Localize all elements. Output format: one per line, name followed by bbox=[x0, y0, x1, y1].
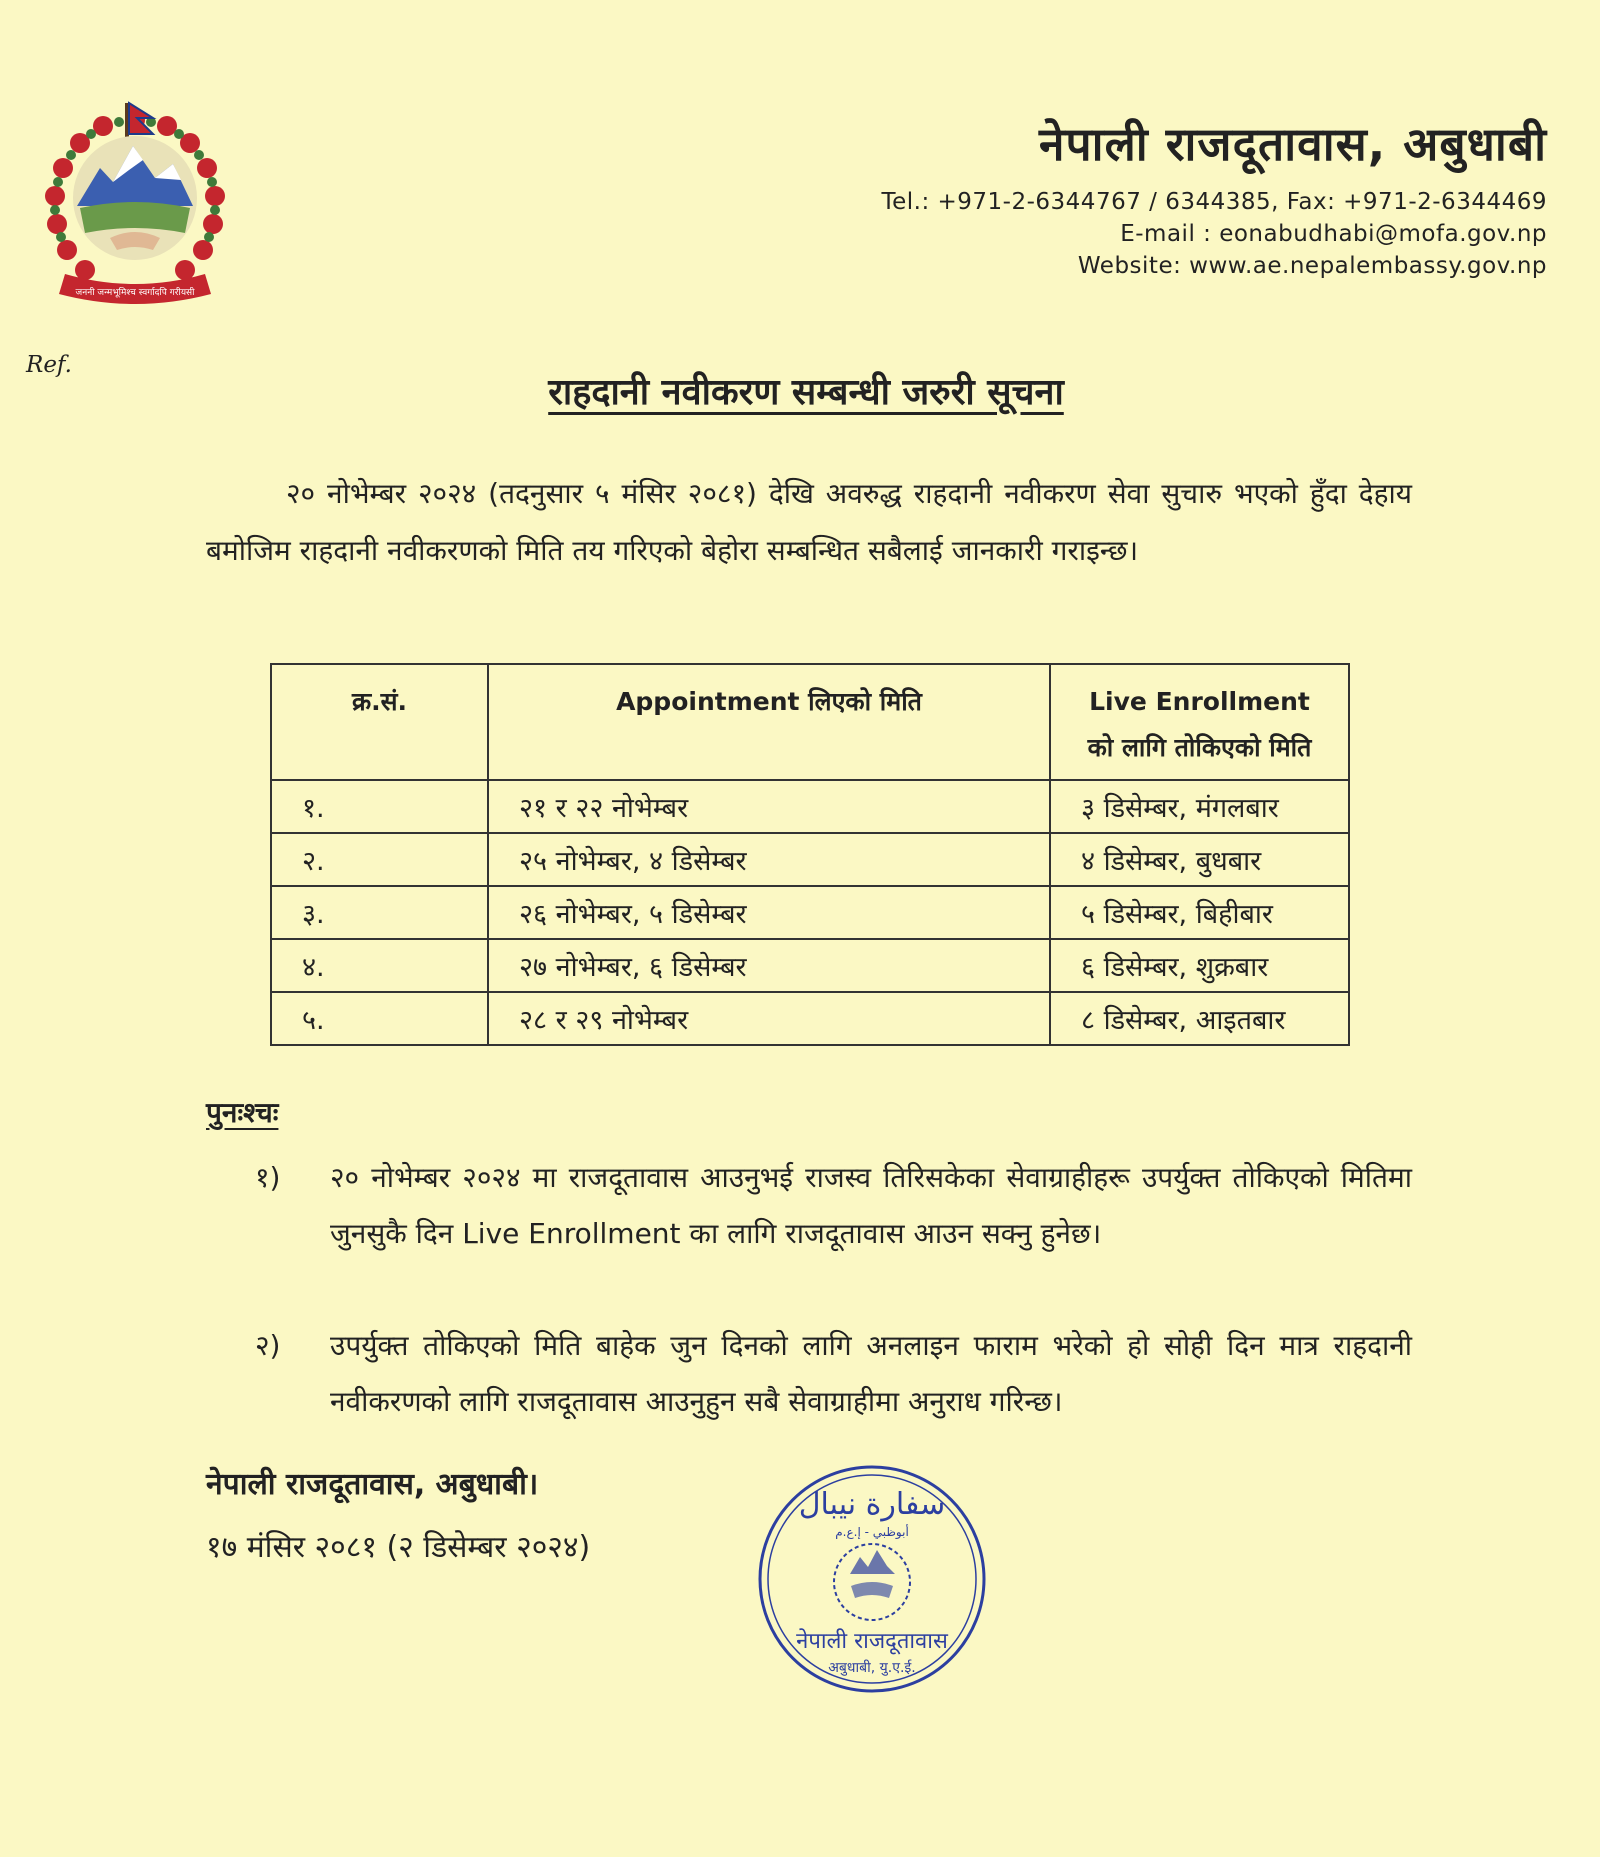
note-number: २) bbox=[255, 1329, 281, 1362]
issue-date: १७ मंसिर २०८१ (२ डिसेम्बर २०२४) bbox=[206, 1530, 591, 1565]
postscript-label: पुनःश्चः bbox=[206, 1096, 279, 1129]
table-cell-appointment-date: २६ नोभेम्बर, ५ डिसेम्बर bbox=[488, 886, 1050, 939]
table-cell-appointment-date: २७ नोभेम्बर, ६ डिसेम्बर bbox=[488, 939, 1050, 992]
schedule-table bbox=[270, 663, 1350, 1046]
stamp-nepali-text: नेपाली राजदूतावास bbox=[796, 1629, 948, 1654]
table-row bbox=[271, 833, 1349, 886]
table-cell-serial: १. bbox=[271, 780, 488, 833]
table-cell-enrollment-date: ५ डिसेम्बर, बिहीबार bbox=[1050, 886, 1349, 939]
table-cell-enrollment-date: ३ डिसेम्बर, मंगलबार bbox=[1050, 780, 1349, 833]
table-row bbox=[271, 886, 1349, 939]
notice-title-text: राहदानी नवीकरण सम्बन्धी जरुरी सूचना bbox=[548, 372, 1064, 413]
contact-phone-fax: Tel.: +971-2-6344767 / 6344385, Fax: +971-2-6344469 bbox=[881, 189, 1547, 215]
letterhead bbox=[881, 112, 1547, 282]
table-header-serial: क्र.सं. bbox=[271, 664, 488, 780]
table-header-row bbox=[271, 664, 1349, 780]
nepal-emblem-icon bbox=[25, 98, 245, 318]
table-cell-serial: ५. bbox=[271, 992, 488, 1045]
signatory-name: नेपाली राजदूतावास, अबुधाबी। bbox=[206, 1467, 539, 1502]
svg-text:जननी जन्मभूमिश्च स्वर्गादपि गर: जननी जन्मभूमिश्च स्वर्गादपि गरीयसी bbox=[75, 288, 195, 298]
table-cell-serial: ३. bbox=[271, 886, 488, 939]
table-header-enrollment-date: Live Enrollment को लागि तोकिएको मिति bbox=[1050, 664, 1349, 780]
table-cell-serial: ४. bbox=[271, 939, 488, 992]
notice-title bbox=[0, 366, 1600, 415]
contact-email: E-mail : eonabudhabi@mofa.gov.np bbox=[1120, 221, 1547, 247]
table-cell-serial: २. bbox=[271, 833, 488, 886]
table-row bbox=[271, 939, 1349, 992]
table-cell-appointment-date: २१ र २२ नोभेम्बर bbox=[488, 780, 1050, 833]
note-text: उपर्युक्त तोकिएको मिति बाहेक जुन दिनको लागि अनलाइन फाराम भरेको हो सोही दिन मात्र राहदानी नवीकरणको लागि राजदूतावास आउनुहुन सबै सेवाग्राहीमा अनुराध गरिन्छ। bbox=[330, 1329, 1412, 1418]
table-row bbox=[271, 992, 1349, 1045]
table-cell-appointment-date: २५ नोभेम्बर, ४ डिसेम्बर bbox=[488, 833, 1050, 886]
intro-paragraph: २० नोभेम्बर २०२४ (तदनुसार ५ मंसिर २०८१) देखि अवरुद्ध राहदानी नवीकरण सेवा सुचारु भएको हुँदा देहाय बमोजिम राहदानी नवीकरणको मिति तय गरिएको बेहोरा सम्बन्धित सबैलाई जानकारी गराइन्छ। bbox=[206, 477, 1412, 567]
table-cell-enrollment-date: ६ डिसेम्बर, शुक्रबार bbox=[1050, 939, 1349, 992]
ref-label: Ref. bbox=[26, 352, 72, 378]
table-header-appointment-date: Appointment लिएको मिति bbox=[488, 664, 1050, 780]
table-cell-appointment-date: २८ र २९ नोभेम्बर bbox=[488, 992, 1050, 1045]
embassy-seal-icon bbox=[755, 1462, 990, 1697]
stamp-arabic-city: أبوظبي - إ.ع.م bbox=[835, 1525, 909, 1539]
stamp-city-text: अबुधाबी, यु.ए.ई. bbox=[828, 1660, 916, 1676]
table-cell-enrollment-date: ४ डिसेम्बर, बुधबार bbox=[1050, 833, 1349, 886]
stamp-arabic-text: سفارة نيبال bbox=[798, 1487, 946, 1522]
note-number: १) bbox=[255, 1161, 281, 1194]
note-text: २० नोभेम्बर २०२४ मा राजदूतावास आउनुभई राजस्व तिरिसकेका सेवाग्राहीहरू उपर्युक्त तोकिएको मितिमा जुनसुकै दिन Live Enrollment का लागि राजदूतावास आउन सक्नु हुनेछ। bbox=[330, 1161, 1412, 1250]
table-cell-enrollment-date: ८ डिसेम्बर, आइतबार bbox=[1050, 992, 1349, 1045]
contact-website: Website: www.ae.nepalembassy.gov.np bbox=[1077, 253, 1547, 279]
table-row bbox=[271, 780, 1349, 833]
embassy-name: नेपाली राजदूतावास, अबुधाबी bbox=[1039, 117, 1547, 171]
